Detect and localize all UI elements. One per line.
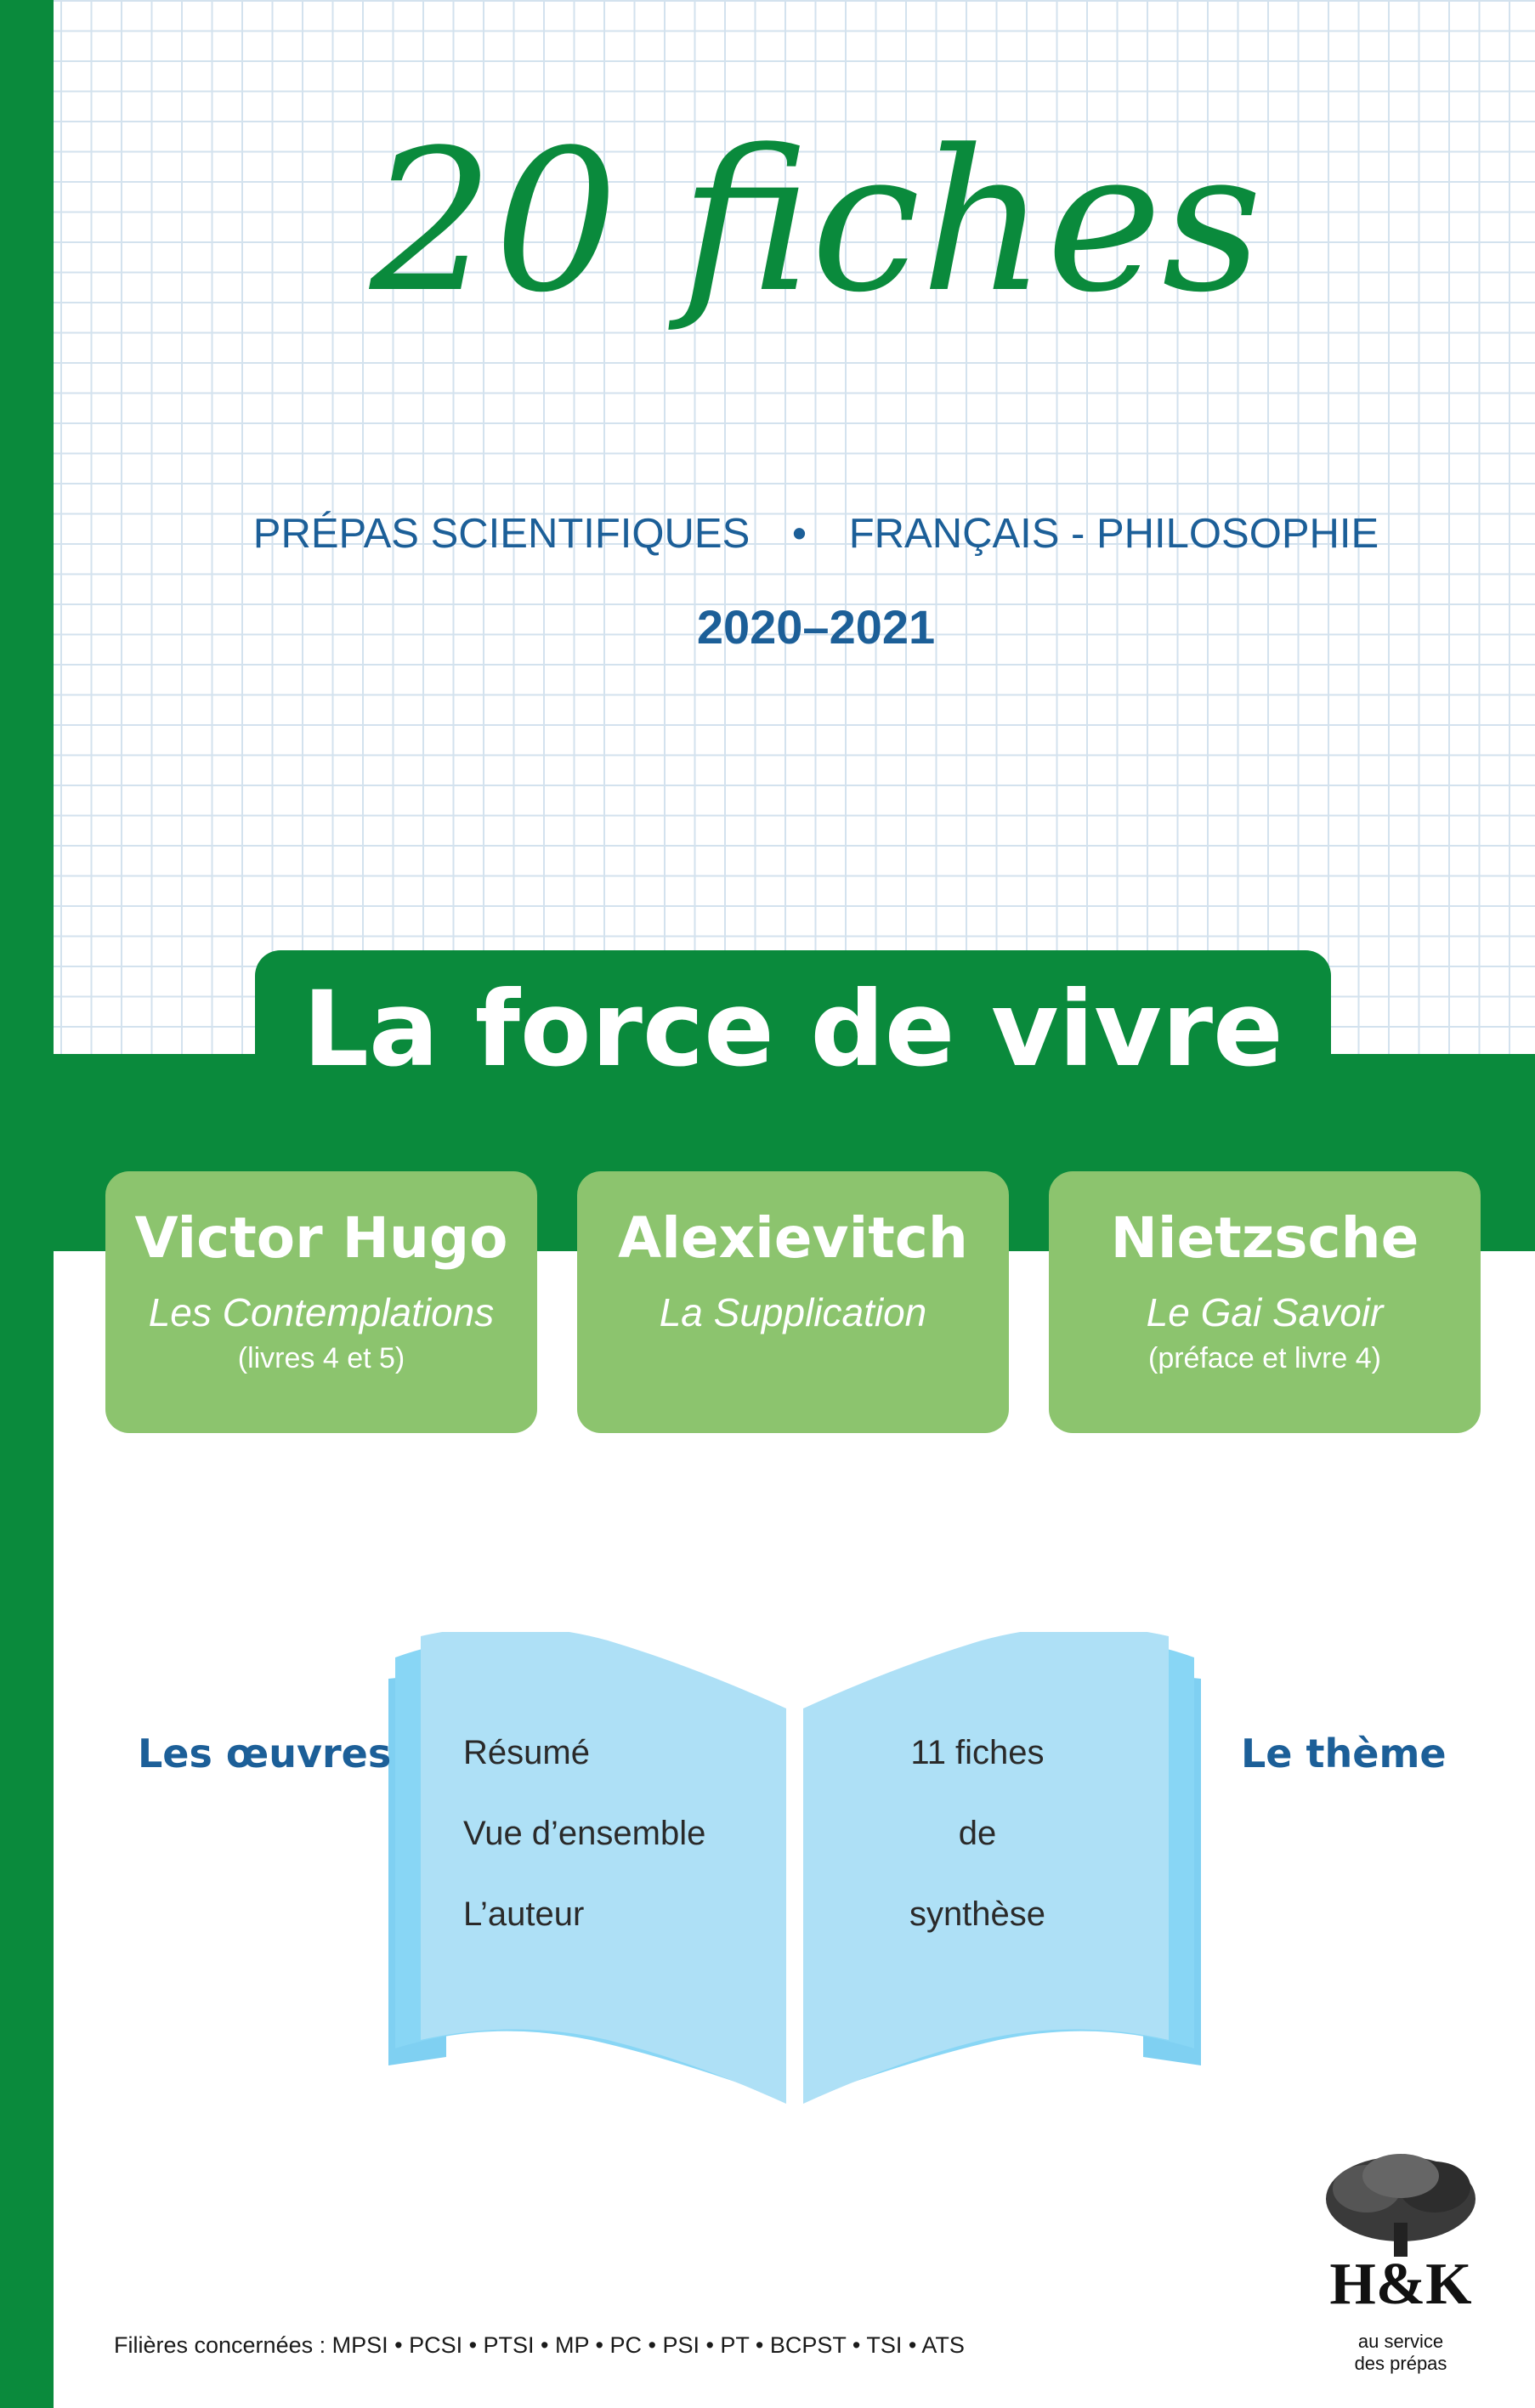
list-item: L’auteur bbox=[463, 1895, 585, 1933]
book-left-page-list bbox=[463, 1734, 705, 1976]
list-item: de bbox=[958, 1815, 997, 1852]
list-item: Résumé bbox=[463, 1734, 590, 1771]
subtitle-row bbox=[221, 510, 1411, 558]
list-item: 11 fiches bbox=[910, 1734, 1045, 1771]
publisher-logo: H&K bbox=[1329, 2252, 1472, 2317]
card-hugo bbox=[105, 1171, 537, 1433]
footer-filieres: Filières concernées : MPSI • PCSI • PTSI • MP • PC • PSI • PT • BCPST • TSI • ATS bbox=[114, 2332, 965, 2358]
tagline-line-1: au service bbox=[1357, 2331, 1444, 2352]
list-item: Vue d’ensemble bbox=[463, 1815, 706, 1852]
tagline-line-2: des prépas bbox=[1354, 2353, 1447, 2374]
card-alexievitch bbox=[577, 1171, 1009, 1433]
label-oeuvres: Les œuvres bbox=[138, 1731, 392, 1776]
publisher-tagline bbox=[1316, 2331, 1486, 2375]
subtitle-right: FRANÇAIS - PHILOSOPHIE bbox=[848, 511, 1379, 557]
list-item: synthèse bbox=[909, 1895, 1046, 1933]
card-author: Nietzsche bbox=[1110, 1205, 1419, 1271]
card-work: La Supplication bbox=[659, 1290, 927, 1334]
card-author: Victor Hugo bbox=[134, 1205, 508, 1271]
subtitle-left: PRÉPAS SCIENTIFIQUES bbox=[252, 511, 751, 557]
script-title-text: 20 fiches bbox=[369, 109, 1263, 331]
card-work: Le Gai Savoir bbox=[1146, 1290, 1384, 1334]
card-nietzsche bbox=[1049, 1171, 1481, 1433]
main-title: La force de vivre bbox=[303, 969, 1283, 1090]
card-note: (livres 4 et 5) bbox=[237, 1342, 405, 1374]
card-note: (préface et livre 4) bbox=[1148, 1342, 1381, 1374]
card-author: Alexievitch bbox=[618, 1205, 968, 1271]
script-title bbox=[323, 51, 1309, 331]
book-right-page-list bbox=[858, 1734, 1096, 1976]
year: 2020–2021 bbox=[696, 600, 936, 654]
label-theme: Le thème bbox=[1241, 1731, 1447, 1776]
subtitle-separator: • bbox=[791, 511, 807, 557]
card-work: Les Contemplations bbox=[148, 1290, 495, 1334]
